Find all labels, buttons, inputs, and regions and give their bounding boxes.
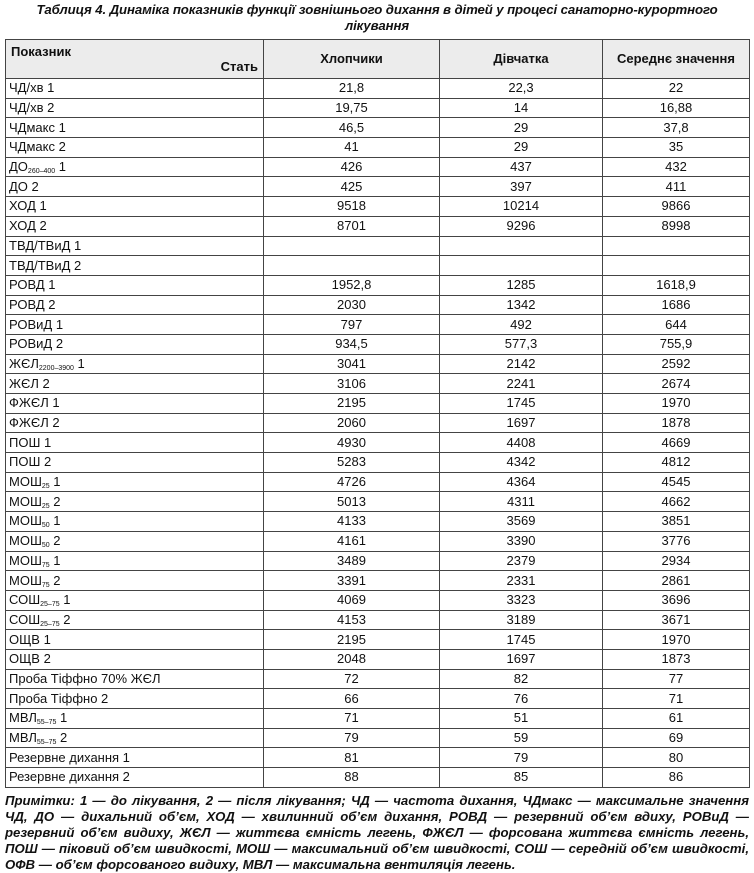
row-label [6,748,264,768]
table-row [6,669,750,689]
column-header-girls: Дівчатка [440,40,603,79]
table-row [6,610,750,630]
cell-girls: 2142 [440,354,603,374]
table-notes: Примітки: 1 — до лікування, 2 — після лікування; ЧД — частота дихання, ЧДмакс — максимальне значення ЧД, ДО — дихальний об’єм, ХОД — хвилинний об’єм дихання, РОВД — резервний об’єм вдиху, РОВиД — резервний об’єм видиху, ЖЄЛ — життєва ємність легень, ФЖЄЛ — форсована життєва ємність легень, ПОШ — піковий об’єм швидкості, МОШ — максимальний об’єм швидкості, СОШ — середній об’єм швидкості, ОФВ — об’єм форсованого видиху, МВЛ — максимальна вентиляція легень. [5,793,749,872]
row-label-text: МОШ [9,513,42,529]
row-label [6,334,264,354]
table-row [6,630,750,650]
cell-boys: 21,8 [264,79,440,99]
data-table [5,39,750,788]
table-row [6,295,750,315]
row-label-text: ХОД 2 [9,218,47,234]
row-label [6,590,264,610]
row-label-text: ПОШ 2 [9,454,52,470]
cell-girls: 3569 [440,512,603,532]
cell-boys: 3489 [264,551,440,571]
row-label-subscript: 55–75 [36,739,57,747]
row-label-text: Резервне дихання 2 [9,769,130,785]
cell-boys: 2195 [264,630,440,650]
table-row [6,571,750,591]
table-row [6,433,750,453]
table-row [6,354,750,374]
table-row [6,748,750,768]
row-label-text: ЧД/хв 2 [9,100,55,116]
cell-girls: 82 [440,669,603,689]
cell-boys: 3106 [264,374,440,394]
cell-boys: 81 [264,748,440,768]
cell-boys: 46,5 [264,118,440,138]
row-label [6,118,264,138]
cell-mean: 69 [603,728,750,748]
table-row [6,689,750,709]
cell-mean: 61 [603,709,750,729]
cell-boys: 934,5 [264,334,440,354]
row-label [6,354,264,374]
cell-girls: 492 [440,315,603,335]
row-label-suffix: 1 [49,513,61,529]
table-row [6,275,750,295]
cell-mean: 37,8 [603,118,750,138]
cell-mean: 432 [603,157,750,177]
cell-mean: 2674 [603,374,750,394]
cell-boys: 4069 [264,590,440,610]
row-label [6,315,264,335]
cell-boys: 426 [264,157,440,177]
header-row [6,40,750,79]
cell-boys: 5013 [264,492,440,512]
cell-girls: 79 [440,748,603,768]
table-row [6,216,750,236]
table-row [6,157,750,177]
cell-mean: 4545 [603,472,750,492]
cell-mean: 3696 [603,590,750,610]
cell-boys [264,256,440,276]
cell-mean: 4662 [603,492,750,512]
cell-mean: 2861 [603,571,750,591]
cell-mean: 3671 [603,610,750,630]
cell-girls: 3323 [440,590,603,610]
cell-girls: 85 [440,768,603,788]
cell-girls: 3390 [440,531,603,551]
cell-boys: 425 [264,177,440,197]
table-row [6,79,750,99]
cell-mean [603,236,750,256]
cell-mean: 8998 [603,216,750,236]
cell-girls: 3189 [440,610,603,630]
cell-mean: 3851 [603,512,750,532]
row-label-text: ФЖЄЛ 1 [9,395,60,411]
row-label [6,689,264,709]
row-label [6,177,264,197]
cell-girls: 4342 [440,453,603,473]
row-label [6,512,264,532]
row-label-text: ЖЄЛ [9,355,39,371]
cell-girls: 2379 [440,551,603,571]
row-label [6,138,264,158]
row-label-text: МВЛ [9,710,37,726]
table-row [6,649,750,669]
row-label-text: ТВД/ТВиД 2 [9,257,82,273]
row-label-subscript: 50 [41,522,50,530]
cell-girls: 577,3 [440,334,603,354]
row-label [6,531,264,551]
cell-boys: 4133 [264,512,440,532]
row-label-subscript: 25–75 [40,620,60,628]
cell-boys: 88 [264,768,440,788]
table-row [6,374,750,394]
row-label-suffix: 1 [55,159,67,175]
cell-girls: 1342 [440,295,603,315]
row-label [6,236,264,256]
header-sex-label: Стать [220,59,258,74]
cell-girls: 59 [440,728,603,748]
cell-boys: 19,75 [264,98,440,118]
row-label-text: МВЛ [9,730,37,746]
table-row [6,177,750,197]
cell-mean: 2592 [603,354,750,374]
cell-mean: 71 [603,689,750,709]
row-label [6,492,264,512]
cell-girls: 4364 [440,472,603,492]
cell-boys: 4153 [264,610,440,630]
row-label [6,256,264,276]
cell-girls [440,236,603,256]
cell-girls: 10214 [440,197,603,217]
row-label [6,98,264,118]
cell-mean: 755,9 [603,334,750,354]
row-label-text: ЧД/хв 1 [9,80,55,96]
cell-boys: 4161 [264,531,440,551]
cell-boys: 2060 [264,413,440,433]
row-label-text: СОШ [9,611,41,627]
cell-boys: 5283 [264,453,440,473]
cell-mean: 1970 [603,630,750,650]
row-label-text: МОШ [9,493,42,509]
table-row [6,709,750,729]
row-label-text: Проба Тіффно 70% ЖЄЛ [9,670,161,686]
cell-boys: 4726 [264,472,440,492]
cell-boys: 79 [264,728,440,748]
cell-girls: 1697 [440,649,603,669]
table-row [6,413,750,433]
row-label [6,197,264,217]
cell-mean: 411 [603,177,750,197]
cell-mean [603,256,750,276]
row-label-subscript: 25–75 [40,601,60,609]
cell-girls: 4408 [440,433,603,453]
cell-mean: 16,88 [603,98,750,118]
column-header-boys: Хлопчики [264,40,440,79]
cell-boys: 3041 [264,354,440,374]
row-label [6,669,264,689]
row-label-suffix: 2 [56,730,68,746]
cell-mean: 86 [603,768,750,788]
column-header-mean: Середнє значення [603,40,750,79]
cell-girls: 14 [440,98,603,118]
cell-girls: 9296 [440,216,603,236]
row-label-subscript: 55–75 [36,719,57,727]
row-label-text: ЖЄЛ 2 [9,375,50,391]
cell-mean: 35 [603,138,750,158]
row-label [6,216,264,236]
table-row [6,590,750,610]
cell-mean: 4669 [603,433,750,453]
row-label-suffix: 2 [49,533,61,549]
table-row [6,472,750,492]
cell-boys [264,236,440,256]
table-row [6,551,750,571]
row-label [6,709,264,729]
cell-girls: 29 [440,138,603,158]
cell-boys: 2030 [264,295,440,315]
row-label [6,472,264,492]
table-row [6,531,750,551]
row-label [6,630,264,650]
cell-mean: 4812 [603,453,750,473]
row-label-text: ПОШ 1 [9,434,52,450]
cell-girls: 1285 [440,275,603,295]
row-label-text: МОШ [9,572,42,588]
row-label-text: РОВиД 2 [9,336,64,352]
cell-girls: 1745 [440,630,603,650]
cell-girls: 397 [440,177,603,197]
row-label-subscript: 25 [41,502,50,510]
cell-boys: 2048 [264,649,440,669]
table-row [6,728,750,748]
row-label-subscript: 260–400 [27,168,56,176]
table-row [6,98,750,118]
table-row [6,394,750,414]
row-label [6,571,264,591]
row-label [6,768,264,788]
table-body [6,79,750,788]
row-label-text: РОВиД 1 [9,316,64,332]
table-row [6,768,750,788]
row-label [6,551,264,571]
cell-boys: 71 [264,709,440,729]
table-caption [0,2,754,34]
table-row [6,492,750,512]
cell-girls: 2241 [440,374,603,394]
row-label-text: ДО 2 [9,178,39,194]
cell-mean: 9866 [603,197,750,217]
row-label-text: МОШ [9,474,42,490]
row-label-suffix: 2 [59,611,71,627]
row-label-text: ОЩВ 2 [9,651,51,667]
cell-mean: 77 [603,669,750,689]
row-label-text: РОВД 2 [9,296,56,312]
cell-mean: 1618,9 [603,275,750,295]
table-row [6,256,750,276]
cell-girls: 51 [440,709,603,729]
table-row [6,315,750,335]
row-label-text: МОШ [9,552,42,568]
row-label-suffix: 1 [49,474,61,490]
cell-girls: 29 [440,118,603,138]
cell-mean: 3776 [603,531,750,551]
row-label-text: ФЖЄЛ 2 [9,415,60,431]
cell-boys: 4930 [264,433,440,453]
row-label [6,649,264,669]
cell-boys: 41 [264,138,440,158]
cell-girls: 437 [440,157,603,177]
caption-line-1: Таблиця 4. Динаміка показників функції зовнішнього дихання в дітей у процесі санаторно-курортного [36,2,718,17]
row-label-suffix: 1 [73,355,85,371]
cell-mean: 1970 [603,394,750,414]
row-label-suffix: 2 [49,572,61,588]
row-label-subscript: 2200–3900 [38,364,74,372]
row-label-subscript: 25 [41,483,50,491]
row-label-suffix: 1 [49,552,61,568]
table-row [6,197,750,217]
cell-boys: 8701 [264,216,440,236]
cell-boys: 72 [264,669,440,689]
row-label [6,295,264,315]
cell-girls: 1745 [440,394,603,414]
cell-mean: 80 [603,748,750,768]
row-label-subscript: 75 [41,561,50,569]
cell-girls [440,256,603,276]
cell-boys: 797 [264,315,440,335]
cell-mean: 2934 [603,551,750,571]
header-corner-cell [6,40,264,79]
cell-girls: 76 [440,689,603,709]
row-label-suffix: 2 [49,493,61,509]
row-label [6,79,264,99]
row-label [6,413,264,433]
caption-line-2: лікування [345,18,409,33]
cell-girls: 22,3 [440,79,603,99]
row-label [6,610,264,630]
table-row [6,512,750,532]
table-row [6,138,750,158]
row-label [6,433,264,453]
cell-girls: 2331 [440,571,603,591]
row-label-text: ЧДмакс 2 [9,139,66,155]
cell-mean: 644 [603,315,750,335]
header-indicator-label: Показник [11,44,71,59]
cell-boys: 1952,8 [264,275,440,295]
row-label [6,374,264,394]
cell-mean: 1878 [603,413,750,433]
row-label-text: ЧДмакс 1 [9,119,66,135]
table-row [6,118,750,138]
table-row [6,236,750,256]
cell-boys: 3391 [264,571,440,591]
table-row [6,453,750,473]
row-label-text: ХОД 1 [9,198,47,214]
row-label-subscript: 50 [41,542,50,550]
row-label [6,394,264,414]
cell-boys: 9518 [264,197,440,217]
cell-mean: 1686 [603,295,750,315]
cell-girls: 4311 [440,492,603,512]
cell-boys: 66 [264,689,440,709]
row-label-text: Проба Тіффно 2 [9,690,109,706]
cell-mean: 22 [603,79,750,99]
row-label-suffix: 1 [59,592,71,608]
row-label-subscript: 75 [41,581,50,589]
row-label-text: ДО [9,159,28,175]
row-label-text: Резервне дихання 1 [9,749,130,765]
row-label-text: РОВД 1 [9,277,56,293]
cell-mean: 1873 [603,649,750,669]
cell-girls: 1697 [440,413,603,433]
row-label-text: МОШ [9,533,42,549]
row-label-suffix: 1 [56,710,68,726]
cell-boys: 2195 [264,394,440,414]
row-label-text: ОЩВ 1 [9,631,51,647]
row-label-text: ТВД/ТВиД 1 [9,237,82,253]
row-label [6,728,264,748]
row-label [6,157,264,177]
row-label [6,275,264,295]
row-label-text: СОШ [9,592,41,608]
table-row [6,334,750,354]
row-label [6,453,264,473]
